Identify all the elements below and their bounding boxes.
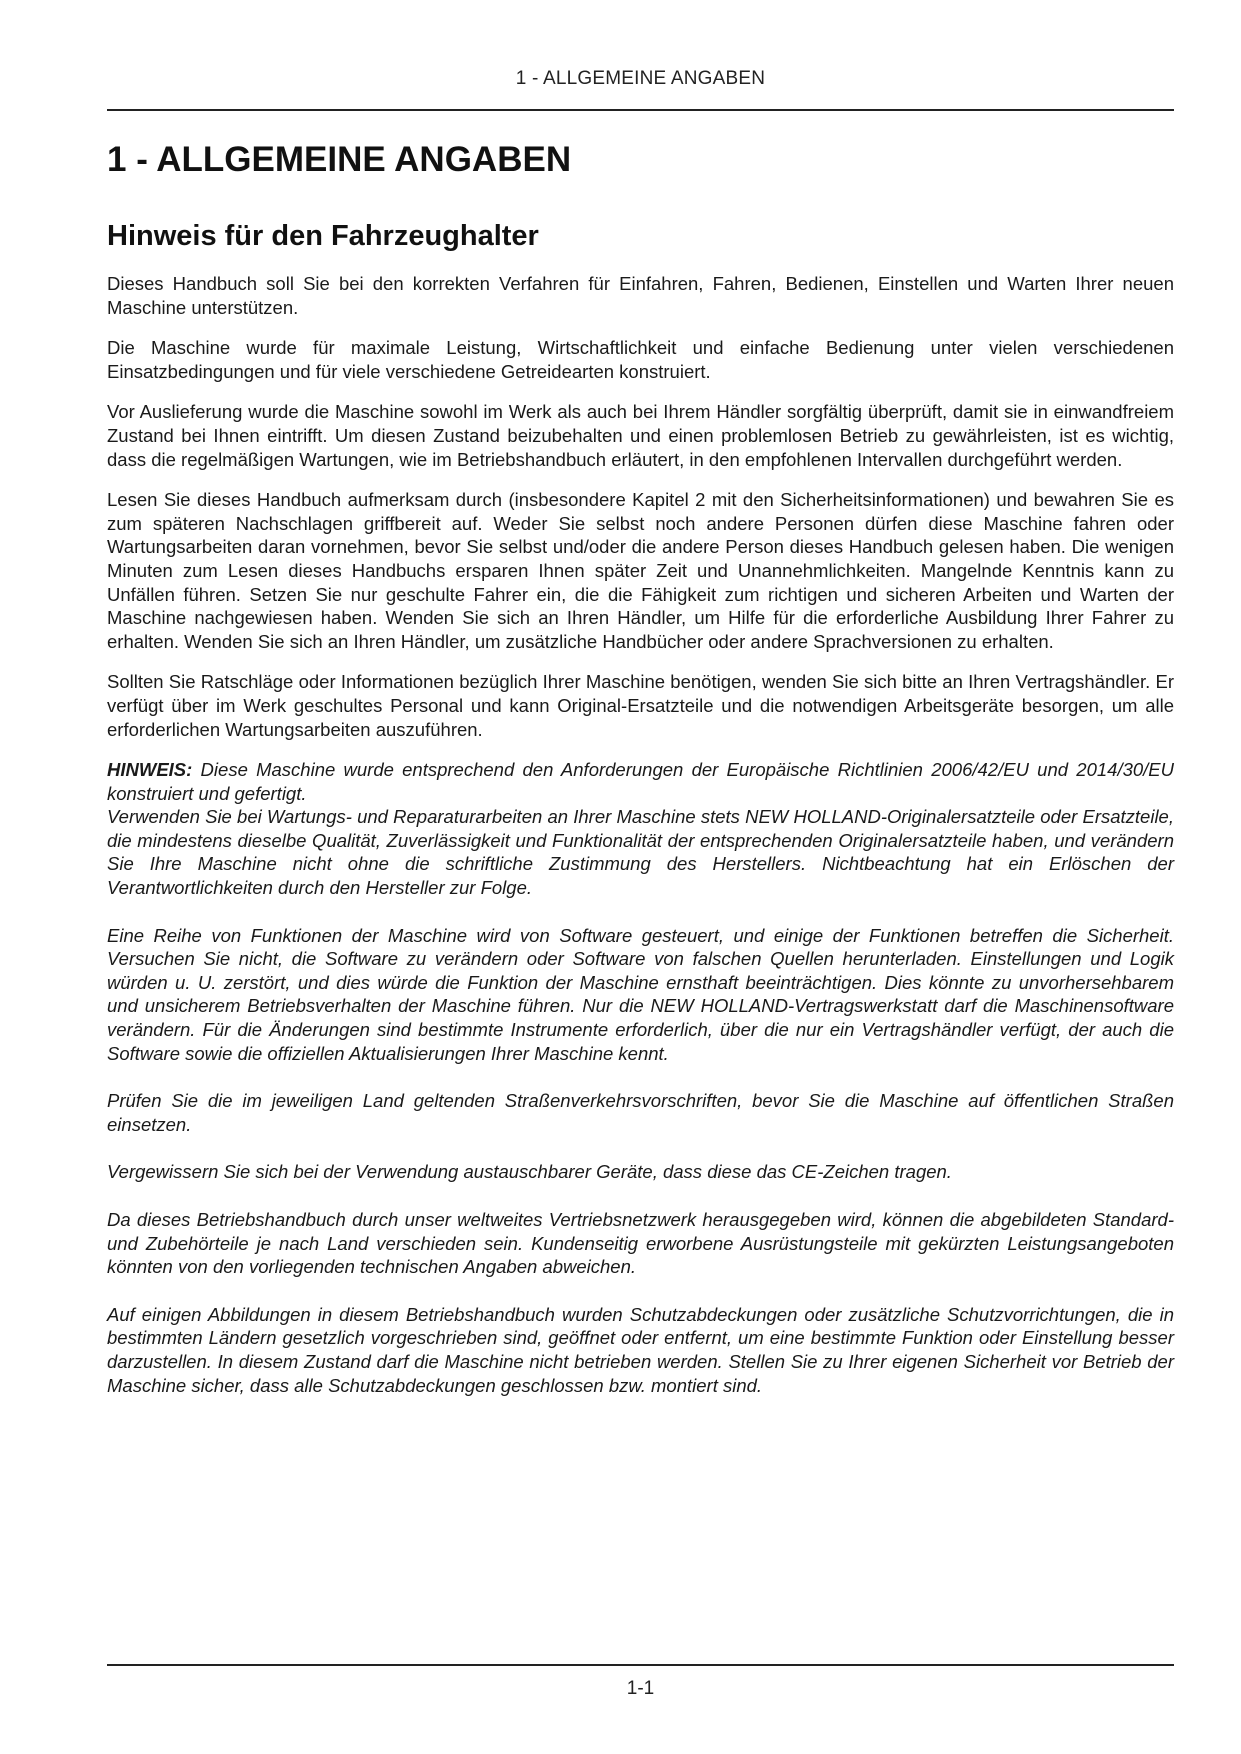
- note-first-paragraph: [107, 758, 1174, 805]
- page-content: [107, 138, 1174, 1397]
- running-header: 1 - ALLGEMEINE ANGABEN: [515, 68, 766, 89]
- note-paragraph: Prüfen Sie die im jeweiligen Land geltenden Straßenverkehrsvorschriften, bevor Sie die Maschine auf öffentlichen Straßen einsetzen.: [107, 1090, 1174, 1135]
- footer-rule: [107, 1664, 1174, 1666]
- body-paragraph: Dieses Handbuch soll Sie bei den korrekten Verfahren für Einfahren, Fahren, Bedienen, Einstellen und Warten Ihrer neuen Maschine unterstützen.: [107, 273, 1174, 318]
- note-paragraph: Da dieses Betriebshandbuch durch unser weltweites Vertriebsnetzwerk herausgegeben wird, können die abgebildeten Standard- und Zubehörteile je nach Land verschieden sein. Kundenseitig erworbene Ausrüstungsteile mit gekürzten Leistungsangeboten könnten von den vorliegenden technischen Angaben abweichen.: [107, 1209, 1174, 1278]
- chapter-title: 1 - ALLGEMEINE ANGABEN: [107, 140, 572, 179]
- header-rule: [107, 109, 1174, 111]
- body-paragraph: Die Maschine wurde für maximale Leistung, Wirtschaftlichkeit und einfache Bedienung unter vielen verschiedenen Einsatzbedingungen und für viele verschiedene Getreidearten konstruiert.: [107, 337, 1174, 382]
- document-page: [107, 0, 1174, 1754]
- note-paragraph: Vergewissern Sie sich bei der Verwendung austauschbarer Geräte, dass diese das CE-Zeichen tragen.: [107, 1161, 952, 1183]
- note-label: HINWEIS:: [107, 759, 193, 781]
- body-paragraph: Sollten Sie Ratschläge oder Informationen bezüglich Ihrer Maschine benötigen, wenden Sie sich bitte an Ihren Vertragshändler. Er verfügt über im Werk geschultes Personal und kann Original-Ersatzteile und die notwendigen Arbeitsgeräte besorgen, um alle erforderlichen Wartungsarbeiten auszuführen.: [107, 671, 1174, 740]
- note-paragraph: Eine Reihe von Funktionen der Maschine wird von Software gesteuert, und einige der Funktionen betreffen die Sicherheit. Versuchen Sie nicht, die Software zu verändern oder Software von falschen Quellen herunterladen. Einstellungen und Logik würden u. U. zerstört, und dies würde die Funktion der Maschine ernsthaft beeinträchtigen. Dies könnte zu unvorhersehbarem und unsicherem Betriebsverhalten der Maschine führen. Nur die NEW HOLLAND-Vertragswerkstatt darf die Maschinensoftware verändern. Für die Änderungen sind bestimmte Instrumente erforderlich, über die nur ein Vertragshändler verfügt, der auch die Software sowie die offiziellen Aktualisierungen Ihrer Maschine kennt.: [107, 924, 1174, 1064]
- body-paragraph: Vor Auslieferung wurde die Maschine sowohl im Werk als auch bei Ihrem Händler sorgfältig überprüft, damit sie in einwandfreiem Zustand bei Ihnen eintrifft. Um diesen Zustand beizubehalten und einen problemlosen Betrieb zu gewährleisten, ist es wichtig, dass die regelmäßigen Wartungen, wie im Betriebshandbuch erläutert, in den empfohlenen Intervallen durchgeführt werden.: [107, 401, 1174, 470]
- note-paragraph: Auf einigen Abbildungen in diesem Betriebshandbuch wurden Schutzabdeckungen oder zusätzliche Schutzvorrichtungen, die in bestimmten Ländern gesetzlich vorgeschrieben sind, geöffnet oder entfernt, um eine bestimmte Funktion oder Einstellung besser darzustellen. In diesem Zustand darf die Maschine nicht betrieben werden. Stellen Sie zu Ihrer eigenen Sicherheit vor Betrieb der Maschine sicher, dass alle Schutzabdeckungen geschlossen bzw. montiert sind.: [107, 1303, 1174, 1396]
- section-title: Hinweis für den Fahrzeughalter: [107, 220, 539, 252]
- note-paragraph: Verwenden Sie bei Wartungs- und Reparaturarbeiten an Ihrer Maschine stets NEW HOLLAND-Originalersatzteile oder Ersatzteile, die mindestens dieselbe Qualität, Zuverlässigkeit und Funktionalität der entsprechenden Originalersatzteile haben, und verändern Sie Ihre Maschine nicht ohne die schriftliche Zustimmung des Herstellers. Nichtbeachtung hat ein Erlöschen der Verantwortlichkeiten durch den Hersteller zur Folge.: [107, 806, 1174, 899]
- page-number: 1-1: [626, 1678, 655, 1699]
- body-paragraph: Lesen Sie dieses Handbuch aufmerksam durch (insbesondere Kapitel 2 mit den Sicherheitsinformationen) und bewahren Sie es zum späteren Nachschlagen griffbereit auf. Weder Sie selbst noch andere Personen dürfen diese Maschine fahren oder Wartungsarbeiten daran vornehmen, bevor Sie selbst und/oder die andere Person dieses Handbuch gelesen haben. Die wenigen Minuten zum Lesen dieses Handbuchs ersparen Ihnen später Zeit und Unannehmlichkeiten. Mangelnde Kenntnis kann zu Unfällen führen. Setzen Sie nur geschulte Fahrer ein, die die Fähigkeit zum richtigen und sicheren Arbeiten und Warten der Maschine nachgewiesen haben. Wenden Sie sich an Ihren Händler, um Hilfe für die erforderliche Ausbildung Ihrer Fahrer zu erhalten. Wenden Sie sich an Ihren Händler, um zusätzliche Handbücher oder andere Sprachversionen zu erhalten.: [107, 489, 1174, 652]
- note-text: Diese Maschine wurde entsprechend den Anforderungen der Europäische Richtlinien 2006/42/EU und 2014/30/EU konstruiert und gefertigt.: [107, 759, 1174, 804]
- note-block: [107, 758, 1174, 1397]
